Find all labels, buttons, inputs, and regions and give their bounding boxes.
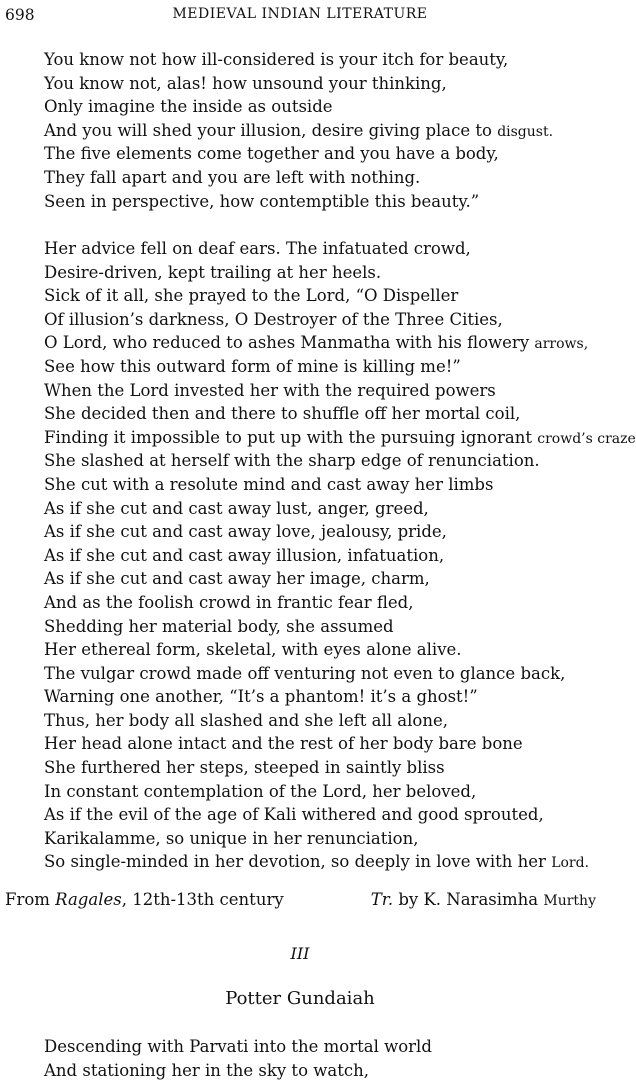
poem-line: You know not how ill-considered is your itch for beauty, <box>44 50 509 69</box>
poem-line: In constant contemplation of the Lord, her beloved, <box>44 781 477 801</box>
poem-line: You know not, alas! how unsound your thinking, <box>44 73 447 93</box>
poem-line: Sick of it all, she prayed to the Lord, “O Dispeller <box>44 286 459 306</box>
section-number: III <box>290 944 310 963</box>
poem-stanza-2 <box>44 237 636 874</box>
poem-line: And stationing her in the sky to watch, <box>44 1060 369 1080</box>
poem-stanza-3 <box>44 1035 432 1082</box>
poem-line: As if she cut and cast away lust, anger, greed, <box>44 498 429 518</box>
source-title: Ragales <box>55 890 122 909</box>
section-title: Potter Gundaiah <box>225 988 375 1009</box>
poem-line: So single-minded in her devotion, so deeply in love with her Lord. <box>44 852 590 872</box>
translator-credit: Tr. by K. Narasimha Murthy <box>370 890 596 909</box>
poem-line: See how this outward form of mine is killing me!” <box>44 356 461 376</box>
poem-line: And you will shed your illusion, desire giving place to disgust. <box>44 120 554 140</box>
poem-stanza-1 <box>44 48 553 213</box>
page-number: 698 <box>5 6 35 24</box>
poem-line: They fall apart and you are left with nothing. <box>44 167 421 187</box>
attribution <box>0 890 600 914</box>
poem-line: She cut with a resolute mind and cast away her limbs <box>44 474 494 494</box>
poem-line: Only imagine the inside as outside <box>44 97 333 117</box>
poem-line: The five elements come together and you have a body, <box>44 144 499 164</box>
poem-line: Finding it impossible to put up with the pursuing ignorant crowd’s craze <box>44 427 636 447</box>
poem-line: Warning one another, “It’s a phantom! it’s a ghost!” <box>44 687 478 707</box>
poem-line: Descending with Parvati into the mortal world <box>44 1037 432 1056</box>
poem-line: Desire-driven, kept trailing at her heels. <box>44 262 382 282</box>
poem-line: Thus, her body all slashed and she left all alone, <box>44 710 448 730</box>
poem-line: O Lord, who reduced to ashes Manmatha with his flowery arrows, <box>44 333 589 353</box>
poem-line: Her advice fell on deaf ears. The infatuated crowd, <box>44 239 471 258</box>
source-citation: From Ragales, 12th-13th century <box>5 890 284 909</box>
poem-line: Her head alone intact and the rest of her body bare bone <box>44 734 523 754</box>
poem-line: As if she cut and cast away her image, charm, <box>44 569 430 589</box>
poem-line: And as the foolish crowd in frantic fear fled, <box>44 592 414 612</box>
poem-line: Seen in perspective, how contemptible this beauty.” <box>44 191 480 211</box>
poem-line: As if the evil of the age of Kali withered and good sprouted, <box>44 805 544 825</box>
poem-line: As if she cut and cast away illusion, infatuation, <box>44 545 445 565</box>
page-header <box>0 4 600 30</box>
poem-line: When the Lord invested her with the required powers <box>44 380 496 400</box>
poem-line: Of illusion’s darkness, O Destroyer of the Three Cities, <box>44 309 503 329</box>
poem-line: Shedding her material body, she assumed <box>44 616 394 636</box>
poem-line: As if she cut and cast away love, jealousy, pride, <box>44 522 447 542</box>
poem-line: She slashed at herself with the sharp edge of renunciation. <box>44 451 540 471</box>
running-title: MEDIEVAL INDIAN LITERATURE <box>172 6 428 22</box>
poem-line: Her ethereal form, skeletal, with eyes alone alive. <box>44 640 462 660</box>
poem-line: The vulgar crowd made off venturing not even to glance back, <box>44 663 566 683</box>
poem-line: She furthered her steps, steeped in saintly bliss <box>44 758 445 778</box>
poem-line: Karikalamme, so unique in her renunciation, <box>44 828 419 848</box>
poem-line: She decided then and there to shuffle off her mortal coil, <box>44 404 521 424</box>
